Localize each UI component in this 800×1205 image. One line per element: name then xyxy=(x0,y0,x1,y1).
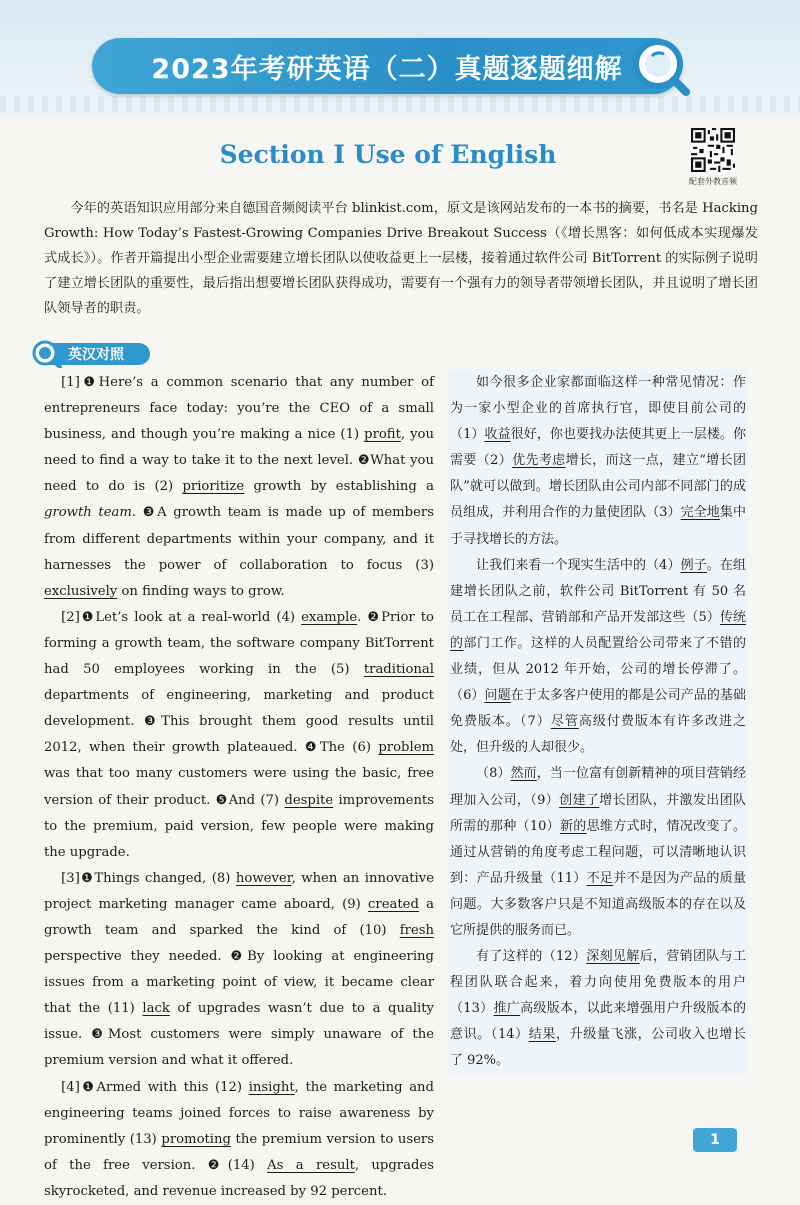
blank-answer-10: fresh xyxy=(399,922,434,938)
zh-answer-6: 问题 xyxy=(484,688,511,704)
text-span: 让我们来看一个现实生活中的（4） xyxy=(476,557,681,573)
text-span: 思维方式时，情况改变了。通过从营销的角度考虑工程问题，可以清晰地认识到：产品升级量（11） xyxy=(450,818,746,886)
english-paragraph-1 xyxy=(44,370,434,605)
text-span: improvements to the premium, paid version, few people were making the upgrade. xyxy=(44,792,434,860)
text-span: ❸A growth team is made up of members from different departments within your company, and it harnesses the power of collaboration to focus (3) xyxy=(44,505,435,573)
text-span: perspective they needed. ❷By looking at engineering issues from a marketing point of view, it became clear that the (11) xyxy=(44,949,434,1017)
text-span: 如今很多企业家都面临这样一种常见情况：作为一家小型企业的首席执行官，即使目前公司的（1） xyxy=(450,375,746,443)
text-span: was that too many customers were using the basic, free version of their product. ❺And (7) xyxy=(44,766,434,808)
zh-answer-5: 传统的 xyxy=(450,609,746,651)
text-span: growth by establishing a xyxy=(244,479,434,495)
blank-answer-9: created xyxy=(368,896,419,912)
english-column xyxy=(44,370,434,1205)
qr-caption: 配套外教音频 xyxy=(689,177,737,186)
text-span: 高级版本，以此来增强用户升级版本的意识。（14） xyxy=(450,1001,746,1043)
intro-text: 今年的英语知识应用部分来自德国音频阅读平台 blinkist.com，原文是该网站发布的一本书的摘要，书名是 Hacking Growth: How Today’s Fastest-Growing Companies Drive Breakout Success（《增长黑客：如何低成本实现爆发式成长》）。作者开篇提出小型企业需要建立增长团队以使收益更上一层楼，接着通过软件公司 BitTorrent 的实际例子说明了建立增长团队的重要性，最后指出想要增长团队获得成功，需要有一个强有力的领导者带领增长团队，并且说明了增长团队领导者的职责。 xyxy=(44,201,758,316)
zh-answer-8: 然而 xyxy=(510,766,537,782)
text-span: 。在组建增长团队之前，软件公司 BitTorrent 有 50 名员工在工程部、营销部和产品开发部这些（5） xyxy=(450,557,746,625)
section-tag xyxy=(32,340,148,366)
section-heading: Section Ⅰ Use of English xyxy=(219,140,557,169)
zh-answer-4: 例子 xyxy=(680,557,707,573)
text-span: [4]❶Armed with this (12) xyxy=(61,1079,249,1095)
text-span: 集中于寻找增长的方法。 xyxy=(450,505,746,547)
zh-answer-12: 深刻见解 xyxy=(586,949,640,965)
text-span: [1]❶Here’s a common scenario that any number of entrepreneurs face today: you’re the CEO of a small business, and though you’re making a nice (1) xyxy=(44,375,434,443)
title-pill xyxy=(92,38,682,94)
text-span: , the marketing and engineering teams joined forces to raise awareness by prominently (13) xyxy=(44,1079,434,1147)
chinese-paragraph-3 xyxy=(450,761,746,944)
zh-answer-11: 不足 xyxy=(586,870,614,886)
text-span: （8） xyxy=(476,766,511,782)
blank-answer-14: As a result xyxy=(267,1157,355,1173)
search-icon xyxy=(32,340,62,368)
text-span: . ❷Prior to forming a growth team, the software company BitTorrent had 50 employees working in the (5) xyxy=(44,609,434,678)
zh-answer-1: 收益 xyxy=(484,427,511,443)
page-title: 2023年考研英语（二）真题逐题细解 xyxy=(151,53,623,85)
text-span: of upgrades wasn’t due to a quality issue. ❸Most customers were simply unaware of the premium version and what it offered. xyxy=(44,1001,435,1069)
text-span: 很好，你也要找办法使其更上一层楼。你需要（2） xyxy=(450,427,746,469)
zh-answer-3: 完全地 xyxy=(680,505,720,521)
banner-decoration xyxy=(0,96,800,112)
chinese-paragraph-1 xyxy=(450,370,746,553)
blank-answer-13: promoting xyxy=(161,1131,231,1147)
magnifier-icon xyxy=(628,34,692,98)
text-span: , you need to find a way to take it to the next level. ❷What you need to do is (2) xyxy=(44,427,434,495)
qr-code-icon[interactable] xyxy=(691,128,735,172)
zh-answer-13: 推广 xyxy=(493,1001,521,1017)
zh-answer-9: 创建了 xyxy=(559,792,600,808)
blank-answer-12: insight xyxy=(248,1079,295,1095)
italic-term: growth team. xyxy=(44,505,137,521)
text-span: the premium version to users of the free version. ❷(14) xyxy=(44,1131,435,1173)
text-span: ，当一位富有创新精神的项目营销经理加入公司，（9） xyxy=(450,766,746,808)
text-span: 增长，而这一点，建立“增长团队”就可以做到。增长团队由公司内部不同部门的成员组成，并利用合作的力量使团队（3） xyxy=(450,453,746,521)
text-span: 增长团队，并激发出团队所需的那种（10） xyxy=(450,792,746,834)
blank-answer-3: exclusively xyxy=(44,583,118,599)
text-span: 高级付费版本有许多改进之处，但升级的人却很少。 xyxy=(450,714,746,756)
text-span: 后，营销团队与工程团队联合起来，着力向使用免费版本的用户（13） xyxy=(450,949,746,1017)
page-number: 1 xyxy=(693,1128,737,1152)
blank-answer-5: traditional xyxy=(363,662,434,678)
blank-answer-2: prioritize xyxy=(182,479,245,495)
text-span: ，升级量飞涨，公司收入也增长了 92%。 xyxy=(450,1027,746,1069)
blank-answer-6: problem xyxy=(378,740,434,756)
text-span: [3]❶Things changed, (8) xyxy=(61,870,236,886)
chinese-paragraph-4 xyxy=(450,944,746,1074)
blank-answer-7: despite xyxy=(284,792,334,808)
zh-answer-14: 结果 xyxy=(528,1027,556,1043)
text-span: , when an innovative project marketing manager came aboard, (9) xyxy=(44,870,434,912)
blank-answer-8: however xyxy=(235,870,292,886)
english-paragraph-4 xyxy=(44,1075,434,1205)
text-span: 并不是因为产品的质量问题。大多数客户只是不知道高级版本的存在以及它所提供的服务而已。 xyxy=(450,870,746,938)
chinese-paragraph-2 xyxy=(450,553,746,762)
text-span: departments of engineering, marketing and product development. ❸This brought them good results until 2012, when their growth plateaued. ❹The (6) xyxy=(44,688,434,756)
english-paragraph-3 xyxy=(44,866,434,1075)
text-span: a growth team and sparked the kind of (10) xyxy=(44,896,434,938)
zh-answer-2: 优先考虑 xyxy=(512,453,566,469)
chinese-column xyxy=(448,370,748,1075)
zh-answer-7: 尽管 xyxy=(550,714,579,730)
blank-answer-4: example xyxy=(301,609,358,625)
english-paragraph-2 xyxy=(44,605,434,866)
text-span: 部门工作。这样的人员配置给公司带来了不错的业绩，但从 2012 年开始，公司的增长停滞了。（6） xyxy=(450,635,746,704)
text-span: 在于太多客户使用的都是公司产品的基础免费版本。（7） xyxy=(450,688,746,730)
blank-answer-1: profit xyxy=(364,427,401,443)
text-span: 有了这样的（12） xyxy=(476,949,587,965)
blank-answer-11: lack xyxy=(142,1001,170,1017)
header-banner xyxy=(0,0,800,118)
text-span: on finding ways to grow. xyxy=(117,583,285,599)
text-span: , upgrades skyrocketed, and revenue increased by 92 percent. xyxy=(44,1157,434,1199)
tag-label: 英汉对照 xyxy=(68,347,124,363)
text-span: [2]❶Let’s look at a real-world (4) xyxy=(61,609,302,625)
intro-paragraph xyxy=(44,196,758,321)
zh-answer-10: 新的 xyxy=(560,818,587,834)
